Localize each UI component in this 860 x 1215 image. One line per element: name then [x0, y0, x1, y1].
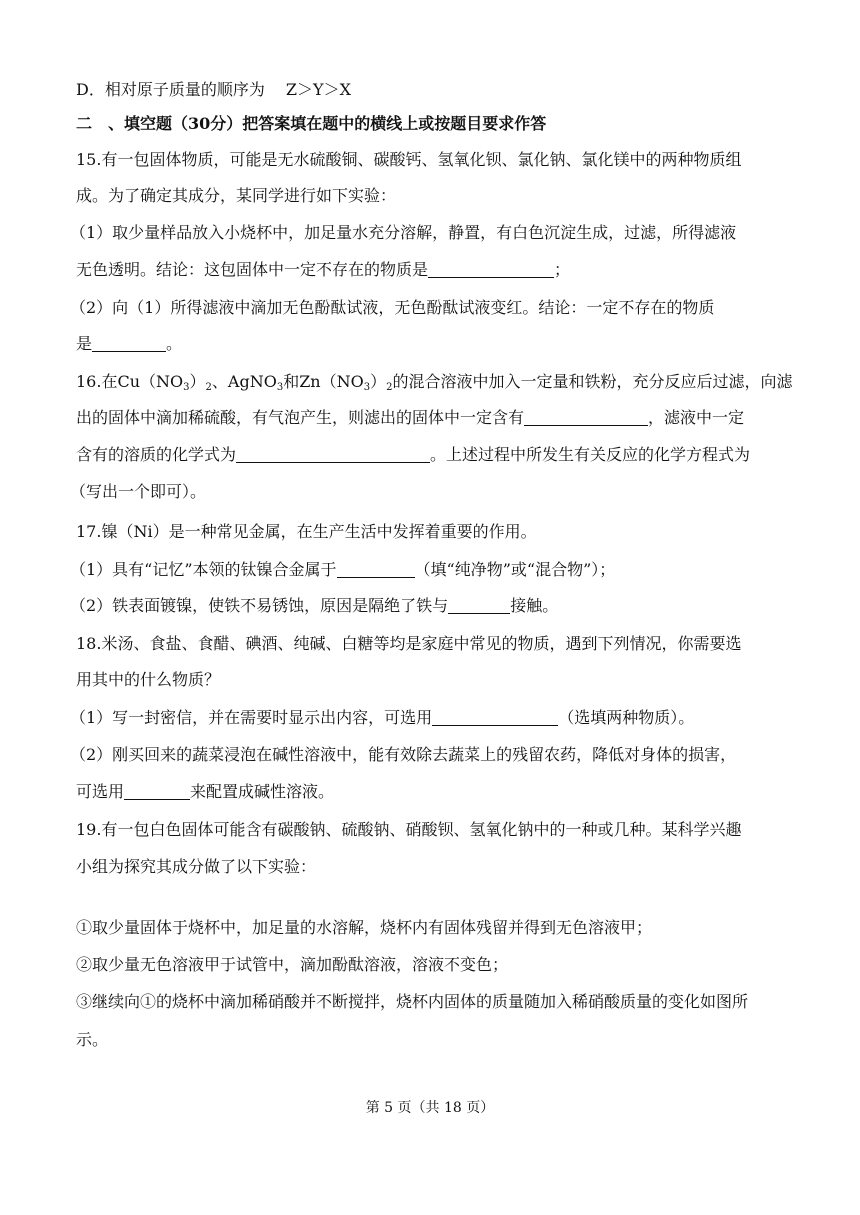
q19-step2: ②取少量无色溶液甲于试管中，滴加酚酞溶液，溶液不变色；: [76, 955, 509, 974]
q18-line2: 用其中的什么物质？: [76, 670, 221, 689]
q19-step1: ①取少量固体于烧杯中，加足量的水溶解，烧杯内有固体残留并得到无色溶液甲；: [76, 918, 653, 937]
answer-blank[interactable]: [428, 261, 554, 278]
q18-part1: （1）写一封密信，并在需要时显示出内容，可选用 （选填两种物质）。: [70, 708, 695, 727]
q15-part1-line2: 无色透明。结论：这包固体中一定不存在的物质是 ；: [76, 260, 571, 279]
answer-blank[interactable]: [92, 335, 166, 352]
q15-part2-line1: （2）向（1）所得滤液中滴加无色酚酞试液，无色酚酞试液变红。结论：一定不存在的物质: [70, 298, 715, 317]
q18-part2-line2: 可选用 来配置成碱性溶液。: [76, 782, 335, 801]
answer-blank[interactable]: [432, 709, 558, 726]
q15-line2: 成。为了确定其成分，某同学进行如下实验：: [76, 186, 397, 205]
answer-blank[interactable]: [337, 561, 415, 578]
q18-part2-line1: （2）刚买回来的蔬菜浸泡在碱性溶液中，能有效除去蔬菜上的残留农药，降低对身体的损害，: [70, 745, 737, 764]
q17-line1: 17.镍（Ni）是一种常见金属，在生产生活中发挥着重要的作用。: [76, 522, 537, 541]
q18-line1: 18.米汤、食盐、食醋、碘酒、纯碱、白糖等均是家庭中常见的物质，遇到下列情况，你需要选: [76, 634, 742, 653]
answer-blank[interactable]: [448, 597, 510, 614]
answer-blank[interactable]: [524, 409, 648, 426]
q16-line1: 16.在$Cu(NO_3)_2$、AgNO$_3$和$Zn(NO_3)_2$的混合溶液中加入一定量和铁粉，充分反应后过滤，向滤: [76, 372, 793, 393]
answer-blank[interactable]: [236, 446, 430, 463]
q17-part1: （1）具有“记忆”本领的钛镍合金属于 （填“纯净物”或“混合物”）；: [70, 560, 616, 579]
q15-part1-line1: （1）取少量样品放入小烧杯中，加足量水充分溶解，静置，有白色沉淀生成，过滤，所得滤液: [70, 223, 737, 242]
answer-blank[interactable]: [124, 783, 190, 800]
question-d-option: D．相对原子质量的顺序为 Z＞Y＞X: [76, 80, 351, 99]
q19-step3: ③继续向①的烧杯中滴加稀硝酸并不断搅拌，烧杯内固体的质量随加入稀硝酸质量的变化如图所: [76, 992, 749, 1011]
page-footer: 第 5 页（共 18 页）: [365, 1100, 495, 1116]
q15-line1: 15.有一包固体物质，可能是无水硫酸铜、碳酸钙、氢氧化钡、氯化钠、氯化镁中的两种物质组: [76, 150, 742, 169]
q16-line4: （写出一个即可）。: [70, 482, 207, 501]
q16-line3: 含有的溶质的化学式为 。上述过程中所发生有关反应的化学方程式为: [76, 445, 751, 464]
section-heading: 二 、填空题（30分）把答案填在题中的横线上或按题目要求作答: [76, 114, 547, 133]
q19-step3-end: 示。: [76, 1030, 109, 1049]
q16-line2: 出的固体中滴加稀硫酸，有气泡产生，则滤出的固体中一定含有 ，滤液中一定: [76, 408, 745, 427]
q19-line2: 小组为探究其成分做了以下实验：: [76, 857, 317, 876]
q15-part2-line2: 是 。: [76, 334, 183, 353]
q19-line1: 19.有一包白色固体可能含有碳酸钠、硫酸钠、硝酸钡、氢氧化钠中的一种或几种。某科学兴趣: [76, 820, 742, 839]
q17-part2: （2）铁表面镀镍，使铁不易锈蚀，原因是隔绝了铁与 接触。: [70, 596, 559, 615]
